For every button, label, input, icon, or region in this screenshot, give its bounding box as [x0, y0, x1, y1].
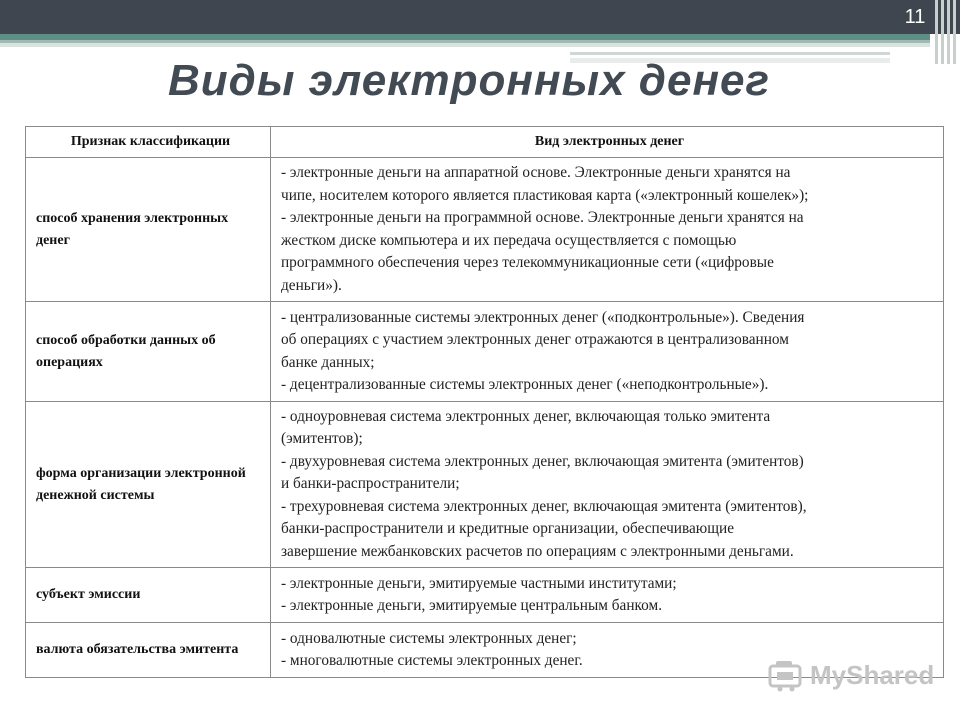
- myshared-logo-icon: [768, 658, 804, 692]
- description-line: об операциях с участием электронных денег отражаются в централизованном: [281, 331, 789, 348]
- table-row: [26, 158, 944, 302]
- description-line: - электронные деньги на аппаратной основе. Электронные деньги хранятся на: [281, 164, 791, 181]
- description-line: и банки-распространители;: [281, 475, 460, 493]
- description-line: - многовалютные системы электронных денег.: [281, 652, 583, 669]
- description-line: - трехуровневая система электронных денег, включающая эмитента (эмитентов),: [281, 497, 807, 515]
- description-line: банки-распространители и кредитные организации, обеспечивающие: [281, 520, 734, 538]
- description-line: - децентрализованные системы электронных денег («неподконтрольные»).: [281, 376, 769, 393]
- edge-bar: [947, 0, 950, 64]
- description-line: завершение межбанковских расчетов по операциям с электронными деньгами.: [281, 542, 794, 560]
- description-line: программного обеспечения через телекоммуникационные сети («цифровые: [281, 254, 774, 271]
- row-description: [271, 568, 944, 623]
- myshared-watermark: [768, 656, 938, 696]
- description-line: - одноуровневая система электронных денег, включающая только эмитента: [281, 407, 771, 425]
- row-feature: форма организации электронной денежной системы: [26, 402, 271, 568]
- slide-title: Виды электронных денег: [168, 56, 770, 105]
- banner-stripe: [0, 43, 930, 47]
- watermark-text: MyShared: [810, 660, 935, 690]
- description-line: - одновалютные системы электронных денег;: [281, 629, 577, 647]
- description-line: - электронные деньги, эмитируемые частными институтами;: [281, 574, 677, 592]
- table-row: [26, 402, 944, 568]
- row-feature: валюта обязательства эмитента: [26, 623, 271, 678]
- table-row: [26, 568, 944, 623]
- description-line: - централизованные системы электронных денег («подконтрольные»). Сведения: [281, 308, 805, 326]
- table-row: [26, 302, 944, 402]
- top-banner: [0, 0, 960, 34]
- description-line: жестком диске компьютера и их передача осуществляется с помощью: [281, 231, 737, 249]
- edge-bar: [941, 0, 944, 64]
- row-description: [271, 158, 944, 302]
- description-line: деньги»).: [281, 276, 342, 294]
- column-header-type: Вид электронных денег: [271, 127, 944, 158]
- row-feature: субъект эмиссии: [26, 568, 271, 623]
- table-header-row: [26, 127, 944, 158]
- row-feature: способ хранения электронных денег: [26, 158, 271, 302]
- edge-bar: [935, 0, 938, 64]
- row-description: [271, 402, 944, 568]
- classification-table: [25, 126, 944, 678]
- description-line: (эмитентов);: [281, 430, 363, 448]
- page-number: 11: [904, 6, 926, 28]
- edge-bar: [953, 0, 956, 64]
- description-line: чипе, носителем которого является пластиковая карта («электронный кошелек»);: [281, 186, 809, 204]
- description-line: - двухуровневая система электронных денег, включающая эмитента (эмитентов): [281, 452, 804, 470]
- accent-line: [570, 52, 890, 55]
- description-line: банке данных;: [281, 353, 375, 371]
- row-description: [271, 302, 944, 402]
- row-feature: способ обработки данных об операциях: [26, 302, 271, 402]
- description-line: - электронные деньги на программной основе. Электронные деньги хранятся на: [281, 209, 804, 226]
- column-header-feature: Признак классификации: [26, 127, 271, 158]
- description-line: - электронные деньги, эмитируемые центральным банком.: [281, 597, 663, 614]
